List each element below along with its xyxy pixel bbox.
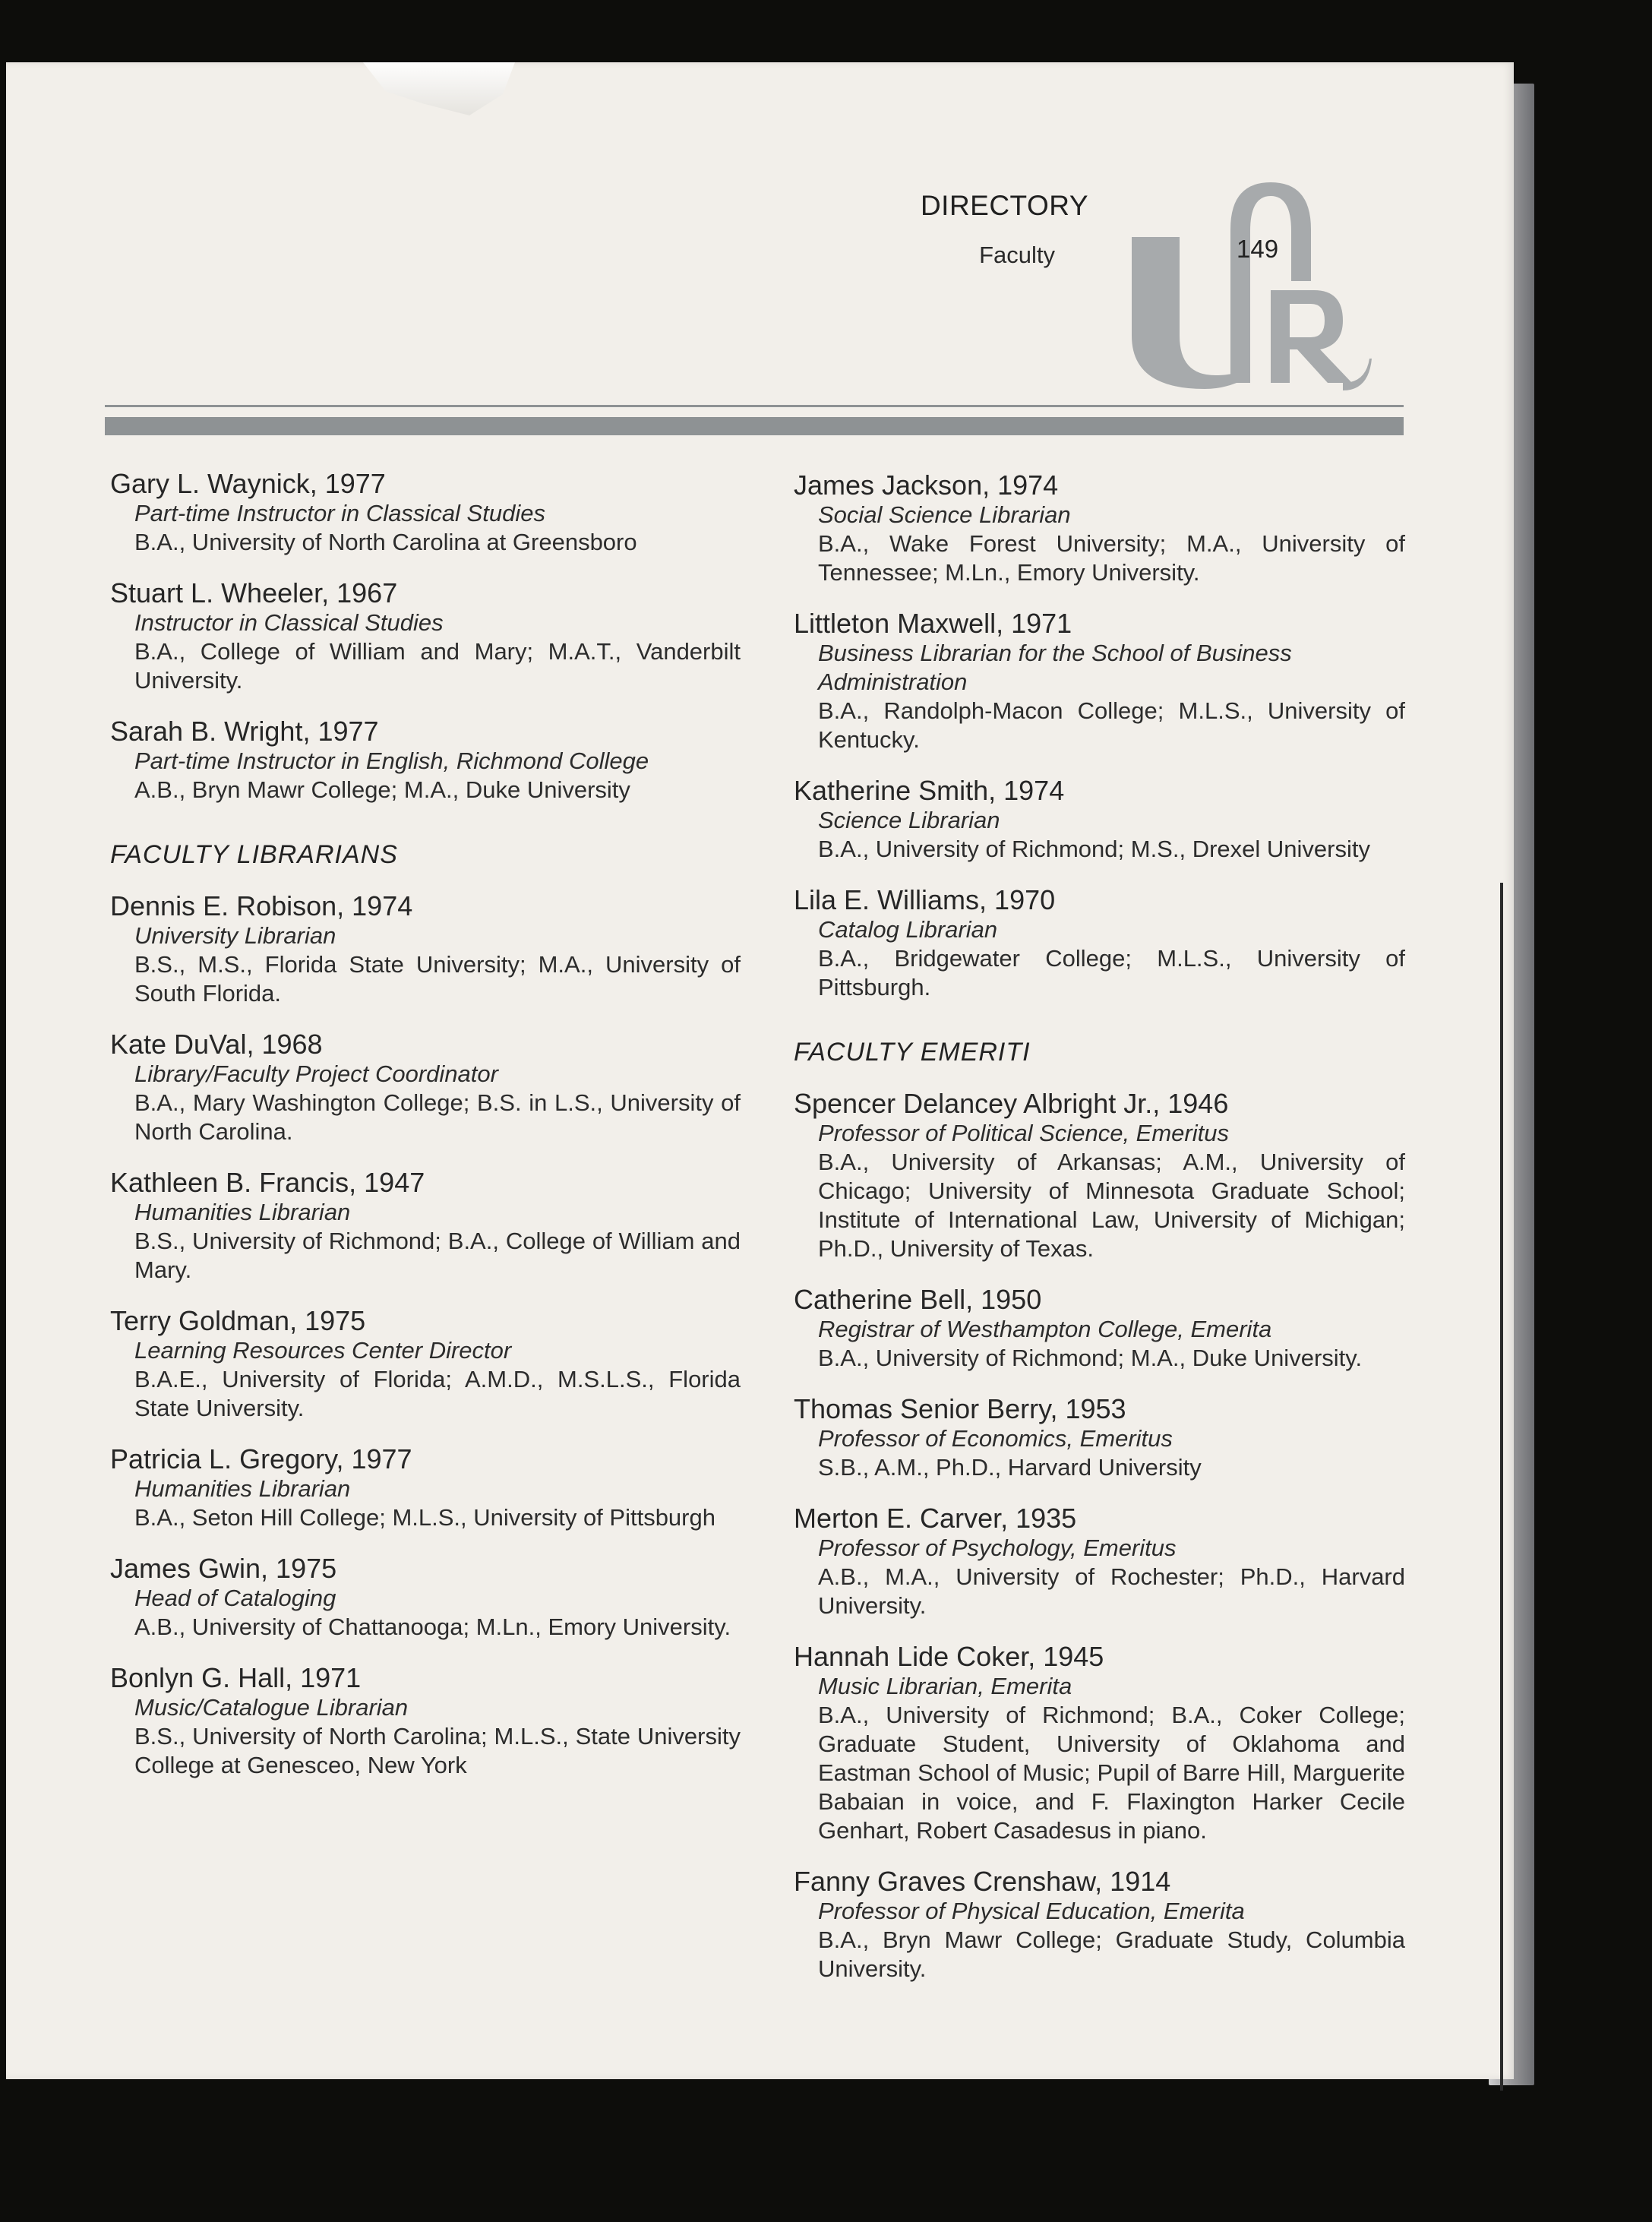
entry-degrees: B.A., College of William and Mary; M.A.T., Vanderbilt University. xyxy=(134,638,741,694)
entry-degrees: B.A., Randolph-Macon College; M.L.S., University of Kentucky. xyxy=(818,697,1405,753)
faculty-entry xyxy=(110,1306,741,1423)
entry-degrees: B.A., Bryn Mawr College; Graduate Study, Columbia University. xyxy=(818,1926,1405,1982)
faculty-entry xyxy=(110,1029,741,1146)
entry-degrees: A.B., M.A., University of Rochester; Ph.D., Harvard University. xyxy=(818,1563,1405,1619)
faculty-entry xyxy=(794,1089,1405,1263)
faculty-entry xyxy=(110,1444,741,1532)
entry-degrees: B.A.E., University of Florida; A.M.D., M.S.L.S., Florida State University. xyxy=(134,1366,741,1421)
faculty-entry xyxy=(110,469,741,557)
entry-degrees: B.S., M.S., Florida State University; M.A., University of South Florida. xyxy=(134,951,741,1007)
entry-title: Head of Cataloging xyxy=(134,1585,336,1611)
entry-name: Catherine Bell, 1950 xyxy=(794,1284,1042,1315)
entry-name: Merton E. Carver, 1935 xyxy=(794,1503,1077,1534)
entry-name: Stuart L. Wheeler, 1967 xyxy=(110,577,398,608)
entry-degrees: A.B., Bryn Mawr College; M.A., Duke University xyxy=(134,776,630,803)
faculty-entry xyxy=(794,1394,1405,1482)
entry-title: Part-time Instructor in English, Richmond College xyxy=(134,748,649,774)
faculty-entry xyxy=(794,885,1405,1002)
entry-degrees: S.B., A.M., Ph.D., Harvard University xyxy=(818,1454,1202,1481)
entry-degrees: B.A., Seton Hill College; M.L.S., University of Pittsburgh xyxy=(134,1504,715,1531)
section-heading-faculty-librarians: FACULTY LIBRARIANS xyxy=(110,840,398,869)
tape-fragment xyxy=(363,62,515,115)
entry-name: Lila E. Williams, 1970 xyxy=(794,884,1056,915)
entry-title: University Librarian xyxy=(134,922,336,949)
page-number: 149 xyxy=(1237,235,1279,263)
faculty-entry xyxy=(110,1554,741,1642)
book-page xyxy=(6,62,1514,2079)
margin-line xyxy=(1500,883,1503,2091)
entry-title: Social Science Librarian xyxy=(818,501,1071,528)
faculty-entry xyxy=(794,608,1405,754)
entry-title: Professor of Psychology, Emeritus xyxy=(818,1535,1177,1561)
faculty-entry xyxy=(794,470,1405,587)
faculty-entry xyxy=(110,716,741,804)
entry-name: James Jackson, 1974 xyxy=(794,469,1059,501)
header-rule-thin xyxy=(105,405,1404,407)
faculty-entry xyxy=(794,1285,1405,1373)
entry-name: Thomas Senior Berry, 1953 xyxy=(794,1393,1126,1424)
header-rule-thick xyxy=(105,417,1404,435)
entry-name: Dennis E. Robison, 1974 xyxy=(110,890,413,921)
entry-name: Bonlyn G. Hall, 1971 xyxy=(110,1662,362,1693)
entry-degrees: A.B., University of Chattanooga; M.Ln., Emory University. xyxy=(134,1614,731,1640)
entry-name: Hannah Lide Coker, 1945 xyxy=(794,1641,1104,1672)
faculty-entry xyxy=(794,776,1405,864)
faculty-entry xyxy=(110,1663,741,1780)
entry-title: Registrar of Westhampton College, Emerita xyxy=(818,1316,1272,1342)
entry-name: Kathleen B. Francis, 1947 xyxy=(110,1167,425,1198)
entry-name: Kate DuVal, 1968 xyxy=(110,1029,323,1060)
faculty-entry xyxy=(794,1642,1405,1845)
page-header-title: DIRECTORY xyxy=(920,190,1088,221)
entry-title: Business Librarian for the School of Business Administration xyxy=(818,640,1292,695)
entry-degrees: B.A., University of Richmond; M.S., Drexel University xyxy=(818,836,1370,862)
entry-degrees: B.S., University of North Carolina; M.L.S., State University College at Genesceo, New York xyxy=(134,1723,741,1778)
entry-title: Humanities Librarian xyxy=(134,1199,351,1225)
entry-name: Patricia L. Gregory, 1977 xyxy=(110,1443,412,1474)
left-column xyxy=(110,469,741,1801)
entry-title: Instructor in Classical Studies xyxy=(134,609,444,636)
entry-degrees: B.S., University of Richmond; B.A., College of William and Mary. xyxy=(134,1228,741,1283)
entry-title: Professor of Economics, Emeritus xyxy=(818,1425,1173,1452)
entry-title: Humanities Librarian xyxy=(134,1475,351,1502)
entry-degrees: B.A., University of Richmond; M.A., Duke University. xyxy=(818,1345,1363,1371)
entry-degrees: B.A., University of North Carolina at Greensboro xyxy=(134,529,637,555)
entry-title: Library/Faculty Project Coordinator xyxy=(134,1060,498,1087)
entry-title: Music/Catalogue Librarian xyxy=(134,1694,409,1721)
section-heading-faculty-emeriti: FACULTY EMERITI xyxy=(794,1038,1031,1067)
entry-name: Fanny Graves Crenshaw, 1914 xyxy=(794,1866,1171,1897)
faculty-entry xyxy=(110,1168,741,1285)
entry-title: Part-time Instructor in Classical Studies xyxy=(134,500,545,526)
entry-degrees: B.A., Wake Forest University; M.A., University of Tennessee; M.Ln., Emory University. xyxy=(818,530,1405,586)
entry-degrees: B.A., Mary Washington College; B.S. in L.S., University of North Carolina. xyxy=(134,1089,741,1145)
faculty-entry xyxy=(794,1503,1405,1620)
entry-title: Learning Resources Center Director xyxy=(134,1337,512,1364)
faculty-entry xyxy=(794,1866,1405,1983)
entry-title: Music Librarian, Emerita xyxy=(818,1673,1072,1699)
page-header-subtitle: Faculty xyxy=(979,242,1055,268)
entry-title: Science Librarian xyxy=(818,807,1000,833)
entry-name: Sarah B. Wright, 1977 xyxy=(110,716,379,747)
ur-logo xyxy=(1115,176,1419,404)
entry-name: Katherine Smith, 1974 xyxy=(794,775,1065,806)
faculty-entry xyxy=(110,891,741,1008)
entry-title: Professor of Physical Education, Emerita xyxy=(818,1898,1245,1924)
entry-degrees: B.A., University of Richmond; B.A., Coker College; Graduate Student, University of Oklahoma and Eastman School of Music; Pupil of Barre Hill, Marguerite Babaian in voice, and F. Flaxington Harker Cecile Genhart, Robert Casadesus in piano. xyxy=(818,1702,1405,1844)
entry-title: Professor of Political Science, Emeritus xyxy=(818,1120,1229,1146)
entry-name: Littleton Maxwell, 1971 xyxy=(794,608,1072,639)
entry-title: Catalog Librarian xyxy=(818,916,998,943)
faculty-entry xyxy=(110,578,741,695)
right-column xyxy=(794,470,1405,2005)
entry-name: Gary L. Waynick, 1977 xyxy=(110,468,386,499)
entry-degrees: B.A., University of Arkansas; A.M., University of Chicago; University of Minnesota Graduate School; Institute of International Law, University of Michigan; Ph.D., University of Texas. xyxy=(818,1149,1405,1262)
entry-name: Terry Goldman, 1975 xyxy=(110,1305,366,1336)
entry-degrees: B.A., Bridgewater College; M.L.S., University of Pittsburgh. xyxy=(818,945,1405,1000)
entry-name: Spencer Delancey Albright Jr., 1946 xyxy=(794,1088,1229,1119)
entry-name: James Gwin, 1975 xyxy=(110,1553,337,1584)
